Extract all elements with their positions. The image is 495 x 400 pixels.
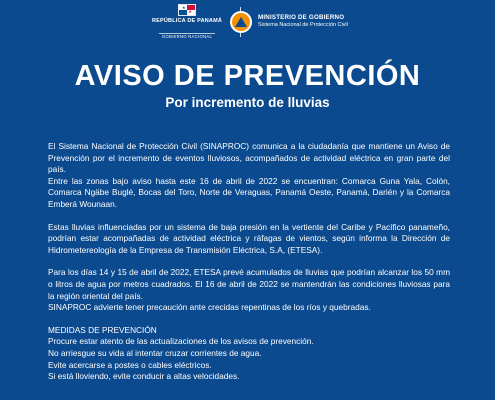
panama-government-logo (142, 4, 232, 40)
gobierno-label: GOBIERNO NACIONAL (159, 33, 215, 40)
paragraph-intro: El Sistema Nacional de Protección Civil (SINAPROC) comunica a la ciudadanía que mantiene un Aviso de Prevención por el incremento de eventos lluviosos, acompañados de actividad eléctrica en gran parte del país. (48, 141, 450, 175)
paragraph-zones: Entre las zonas bajo aviso hasta este 16 de abril de 2022 se encuentran: Comarca Guna Yala, Colón, Comarca Ngäbe Buglé, Bocas del Toro, Norte de Veraguas, Panamá Oeste, Panamá, Darién y la Comarca Emberá Wounaan. (48, 175, 450, 209)
ministry-logo-text (258, 14, 408, 29)
ministry-title: MINISTERIO DE GOBIERNO (258, 14, 345, 21)
panama-flag-icon: ★ ★ (178, 4, 196, 16)
paragraph-warning: SINAPROC advierte tener precaución ante crecidas repentinas de los ríos y quebradas. (48, 302, 371, 313)
ministry-subtitle: Sistema Nacional de Protección Civil (258, 22, 348, 28)
measure-item: Procure estar atento de las actualizaciones de los avisos de prevención. (48, 336, 314, 347)
page-title: AVISO DE PREVENCIÓN (74, 60, 421, 92)
measures-title: MEDIDAS DE PREVENCIÓN (48, 324, 157, 335)
sinaproc-emblem-icon (230, 11, 252, 33)
measure-item: No arriesgue su vida al intentar cruzar corrientes de agua. (48, 347, 262, 358)
measure-item: Si está lloviendo, evite conducir a altas velocidades. (48, 371, 240, 382)
notice-body (48, 141, 450, 383)
paragraph-conditions: Estas lluvias influenciadas por un sistema de baja presión en la vertiente del Caribe y Pacífico panameño, podrían estar acompañadas de actividad eléctrica y ráfagas de vientos, según informa la Dirección de Hidrometereología de la Empresa de Transmisión Eléctrica, S.A, (ETESA). (48, 221, 450, 255)
paragraph-forecast: Para los días 14 y 15 de abril de 2022, ETESA prevé acumulados de lluvias que podrían alcanzar los 50 mm o litros de agua por metros cuadrados. El 16 de abril de 2022 se mantendrán las condiciones lluviosas para la región oriental del país. (48, 267, 450, 301)
measure-item: Evite acercarse a postes o cables eléctricos. (48, 359, 212, 370)
page-subtitle: Por incremento de lluvias (165, 95, 330, 110)
header (0, 0, 495, 44)
republica-label: REPÚBLICA DE PANAMÁ (151, 18, 223, 24)
